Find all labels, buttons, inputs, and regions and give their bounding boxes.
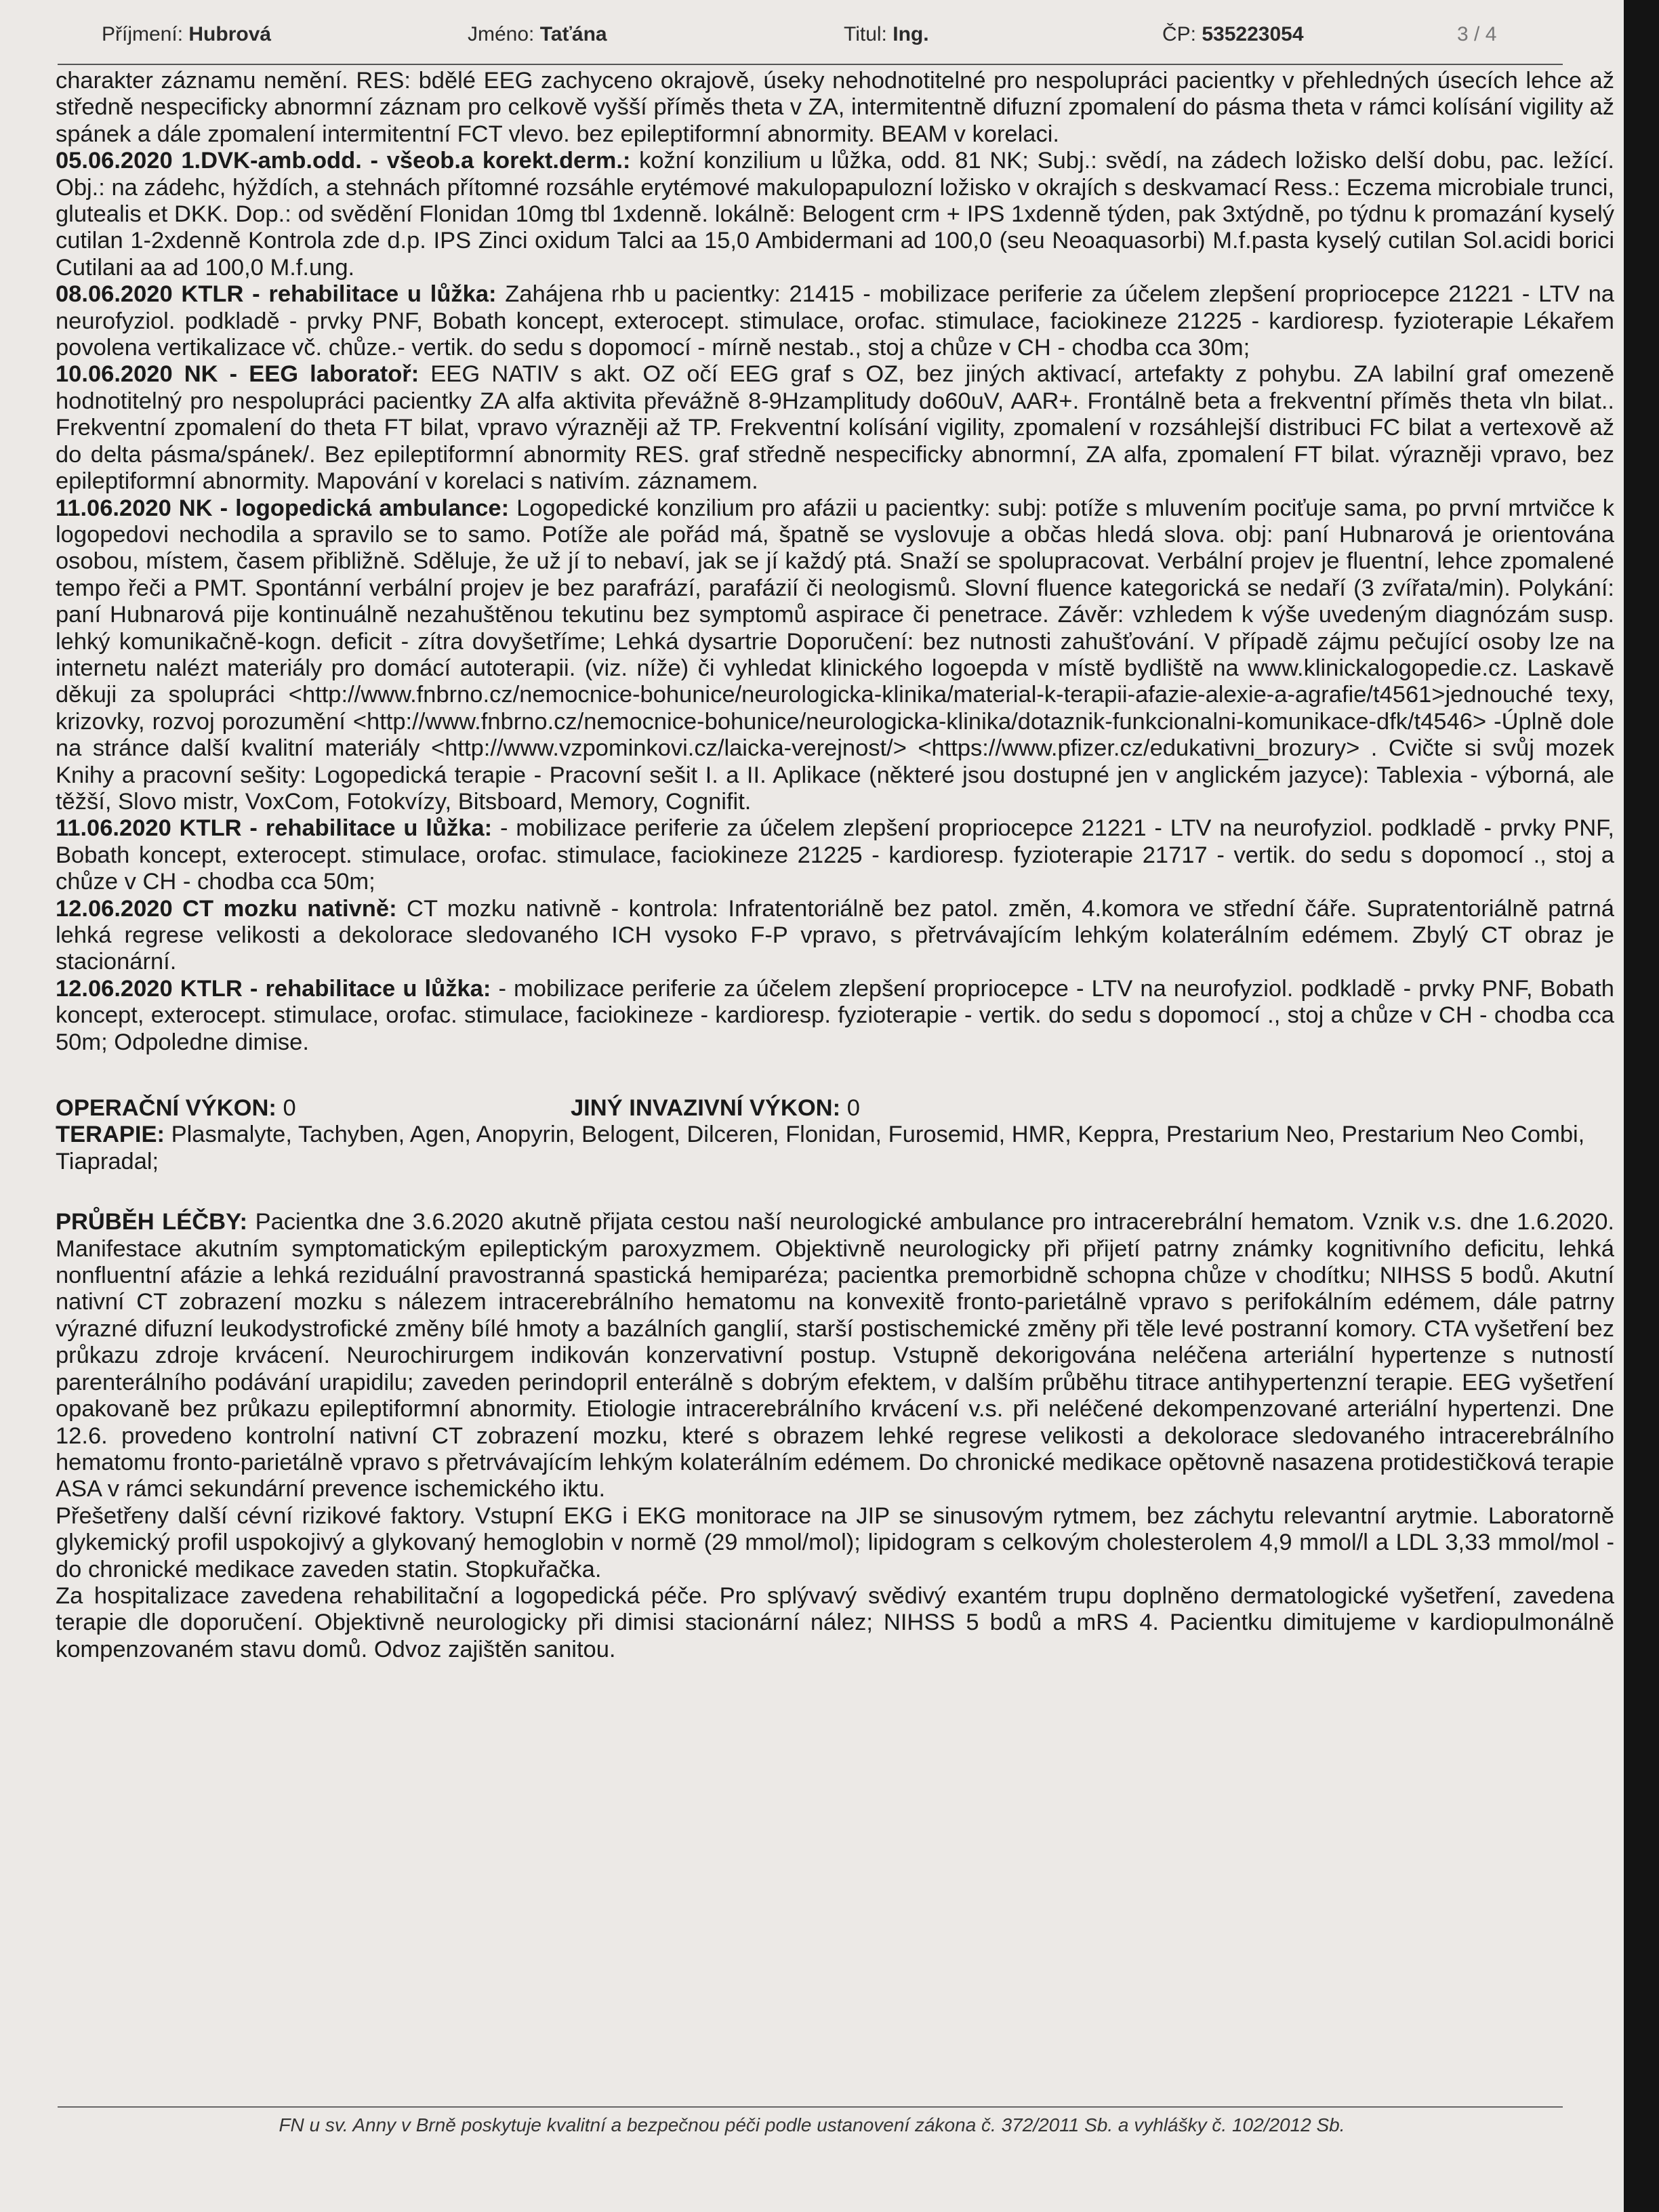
title-value: Ing. — [893, 23, 929, 45]
operative-label: OPERAČNÍ VÝKON: — [56, 1095, 276, 1122]
record-5 — [56, 815, 1614, 895]
page-edge-shadow — [1624, 0, 1659, 2212]
record-heading: 08.06.2020 KTLR - rehabilitace u lůžka: — [56, 281, 497, 308]
firstname-value: Taťána — [539, 23, 607, 45]
therapy-section — [56, 1122, 1614, 1175]
firstname-field — [468, 23, 607, 46]
treatment-course-p1 — [56, 1209, 1614, 1502]
title-label: Titul: — [844, 23, 887, 45]
operative-value: 0 — [283, 1095, 296, 1122]
record-0 — [56, 68, 1614, 148]
record-2 — [56, 281, 1614, 361]
record-6 — [56, 896, 1614, 976]
record-text: EEG NATIV s akt. OZ očí EEG graf s OZ, bez jiných aktivací, artefakty z pohybu. ZA labilní graf omezeně hodnotitelný pro nespolupráci pacientky ZA alfa aktivita převážně 8-9Hzamplitudy do60uV, AAR+. Frontálně beta a frekventní příměs theta vln bilat.. Frekventní zpomalení do theta FT bilat, vpravo výrazněji až TP. Frekventní kolísání vigility, zpomalení v rozsáhlejší distribuci FC bilat a vertexově až do delta pásma/spánek/. Bez epileptiformní abnormity RES. graf středně nespecificky abnormní, ZA alfa, zpomalení FT bilat. výrazněji vpravo, bez epileptiformní abnormity. Mapování v korelaci s nativím. záznamem. — [56, 361, 1615, 495]
therapy-text: Plasmalyte, Tachyben, Agen, Anopyrin, Belogent, Dilceren, Flonidan, Furosemid, HMR, Keppra, Prestarium Neo, Prestarium Neo Combi, Tiapradal; — [56, 1122, 1585, 1174]
header-rule — [58, 64, 1563, 65]
cp-field — [1162, 23, 1304, 46]
operative-procedure — [56, 1095, 571, 1122]
record-heading: 11.06.2020 KTLR - rehabilitace u lůžka: — [56, 815, 493, 842]
document-body — [56, 68, 1614, 1663]
surname-field — [102, 23, 271, 46]
treatment-course-text: Pacientka dne 3.6.2020 akutně přijata cestou naší neurologické ambulance pro intracerebrální hematom. Vznik v.s. dne 1.6.2020. Manifestace akutním symptomatickým epileptickým paroxyzmem. Objektivně neurologicky při přijetí patrny známky kognitivního deficitu, lehká nonfluentní afázie a lehká reziduální pravostranná spastická hemiparéza; pacientka premorbidně schopna chůze v chodítku; NIHSS 5 bodů. Akutní nativní CT zobrazení mozku s nálezem intracerebrálního hematomu na konvexitě fronto-parietálně vpravo s perifokálním edémem, dále patrny výrazné difuzní leukodystrofické změny bílé hmoty a bazálních ganglií, starší postischemické změny při těle levé postranní komory. CTA vyšetření bez průkazu zdroje krvácení. Neurochirurgem indikován konzervativní postup. Vstupně dekorigována neléčena arteriální hypertenze s nutností parenterálního podávání urapidilu; zaveden perindopril enterálně s dobrým efektem, v dalším průběhu titrace antihypertenzní terapie. EEG vyšetření opakovaně bez průkazu epileptiformní abnormity. Etiologie intracerebrálního krvácení v.s. při neléčené dekompenzované arteriální hypertenzi. Dne 12.6. provedeno kontrolní nativní CT zobrazení mozku, které s obrazem lehké regrese velikosti a dekolorace sledovaného intracerebrálního hematomu fronto-parietálně vpravo s přetrvávajícím lehkým kolaterálním edémem. Do chronické medikace opětovně nasazena protidestičková terapie ASA v rámci sekundární prevence ischemického iktu. — [56, 1209, 1614, 1502]
surname-value: Hubrová — [188, 23, 272, 45]
footer-rule — [58, 2106, 1563, 2108]
cp-value: 535223054 — [1202, 23, 1304, 45]
record-heading: 10.06.2020 NK - EEG laboratoř: — [56, 361, 419, 388]
other-invasive-label: JINÝ INVAZIVNÍ VÝKON: — [571, 1095, 841, 1122]
patient-header — [102, 14, 1565, 61]
record-heading: 05.06.2020 1.DVK-amb.odd. - všeob.a korekt.derm.: — [56, 148, 631, 174]
record-heading: 12.06.2020 KTLR - rehabilitace u lůžka: — [56, 975, 491, 1002]
footer-note: FN u sv. Anny v Brně poskytuje kvalitní a bezpečnou péči podle ustanovení zákona č. 372/2011 Sb. a vyhlášky č. 102/2012 Sb. — [279, 2114, 1345, 2135]
treatment-course-p2: Přešetřeny další cévní rizikové faktory. Vstupní EKG i EKG monitorace na JIP se sinusovým rytmem, bez záchytu relevantní arytmie. Laboratorně glykemický profil uspokojivý a glykovaný hemoglobin v normě (29 mmol/mol); lipidogram s celkovým cholesterolem 4,9 mmol/l a LDL 3,33 mmol/mol - do chronické medikace zaveden statin. Stopkuřačka. — [56, 1502, 1614, 1582]
title-field — [844, 23, 929, 46]
record-text: Zahájena rhb u pacientky: 21415 - mobilizace periferie za účelem zlepšení propriocepce 21221 - LTV na neurofyziol. podkladě - prvky PNF, Bobath koncept, exterocept. stimulace, orofac. stimulace, faciokineze 21225 - kardioresp. fyzioterapie Lékařem povolena vertikalizace vč. chůze.- vertik. do sedu s dopomocí - mírně nestab., stoj a chůze v CH - chodba cca 30m; — [56, 281, 1614, 361]
spacer — [56, 1056, 1614, 1095]
record-7 — [56, 976, 1614, 1056]
record-text: charakter záznamu nemění. RES: bdělé EEG zachyceno okrajově, úseky nehodnotitelné pro nespolupráci pacientky v přehledných úsecích lehce až středně nespecificky abnormní záznam pro celkově vyšší příměs theta v ZA, intermitentně difuzní zpomalení do pásma theta v rámci kolísání vigility až spánek a dále zpomalení intermitentní FCT vlevo. bez epileptiformní abnormity. BEAM v korelaci. — [56, 68, 1614, 147]
record-text: - mobilizace periferie za účelem zlepšení propriocepce - LTV na neurofyziol. podkladě - prvky PNF, Bobath koncept, exterocept. stimulace, orofac. stimulace, faciokineze - kardioresp. fyzioterapie - vertik. do sedu s dopomocí ., stoj a chůze v CH - chodba cca 50m; Odpoledne dimise. — [56, 975, 1614, 1055]
firstname-label: Jméno: — [468, 23, 535, 45]
record-text: kožní konzilium u lůžka, odd. 81 NK; Subj.: svědí, na zádech ložisko delší dobu, pac. ležící. Obj.: na zádehc, hýždích, a stehnách přítomné rozsáhle erytémové makulopapulozní ložisko v okrajích s deskvamací Ress.: Eczema microbiale trunci, glutealis et DKK. Dop.: od svědění Flonidan 10mg tbl 1xdenně. lokálně: Belogent crm + IPS 1xdenně týden, pak 3xtýdně, po týdnu k promazání kyselý cutilan 1-2xdenně Kontrola zde d.p. IPS Zinci oxidum Talci aa 15,0 Ambidermani ad 100,0 (seu Neoaquasorbi) M.f.pasta kyselý cutilan Sol.acidi borici Cutilani aa ad 100,0 M.f.ung. — [56, 148, 1614, 281]
record-heading: 12.06.2020 CT mozku nativně: — [56, 895, 397, 922]
page-number: 3 / 4 — [1457, 23, 1497, 45]
procedures-row — [56, 1095, 1614, 1122]
record-text: Logopedické konzilium pro afázii u pacientky: subj: potíže s mluvením pociťuje sama, po první mrtvičce k logopedovi nechodila a spravilo se to samo. Potíže ale pořád má, špatně se vyslovuje a občas hledá slova. obj: paní Hubnarová je orientována osobou, místem, časem přibližně. Sděluje, že už jí to nebaví, jak se jí každý ptá. Snaží se spolupracovat. Verbální projev je fluentní, lehce zpomalené tempo řeči a PMT. Spontánní verbální projev je bez parafrází, parafázií či neologismů. Slovní fluence kategorická se nedaří (3 zvířata/min). Polykání: paní Hubnarová pije kontinuálně nezahuštěnou tekutinu bez symptomů aspirace či penetrace. Závěr: vzhledem k výše uvedeným diagnózám susp. lehký komunikačně-kogn. deficit - zítra dovyšetříme; Lehká dysartrie Doporučení: bez nutnosti zahušťování. V případě zájmu pečující osoby lze na internetu nalézt materiály pro domácí autoterapii. (viz. níže) či vyhledat klinického logoepda v místě bydliště na www.klinickalogopedie.cz. Laskavě děkuji za spolupráci <http://www.fnbrno.cz/nemocnice-bohunice/neurologicka-klinika/material-k-terapii-afazie-alexie-a-agrafie/t4561>jednouché texy, krizovky, rozvoj porozumění <http://www.fnbrno.cz/nemocnice-bohunice/neurologicka-klinika/dotaznik-funkcionalni-komunikace-dfk/t4546> -Úplně dole na stránce další kvalitní materiály <http://www.vzpominkovi.cz/laicka-verejnost/> <https://www.pfizer.cz/edukativni_brozury> . Cvičte si svůj mozek Knihy a pracovní sešity: Logopedická terapie - Pracovní sešit I. a II. Aplikace (některé jsou dostupné jen v anglickém jazyce): Tablexia - výborná, ale těžší, Slovo mistr, VoxCom, Fotokvízy, Bitsboard, Memory, Cognifit. — [56, 495, 1614, 815]
surname-label: Příjmení: — [102, 23, 184, 45]
record-text: - mobilizace periferie za účelem zlepšení propriocepce 21221 - LTV na neurofyziol. podkladě - prvky PNF, Bobath koncept, exterocept. stimulace, orofac. stimulace, faciokineze 21225 - kardioresp. fyzioterapie 21717 - vertik. do sedu s dopomocí ., stoj a chůze v CH - chodba cca 50m; — [56, 815, 1615, 895]
record-text: CT mozku nativně - kontrola: Infratentoriálně bez patol. změn, 4.komora ve střední čáře. Supratentoriálně patrná lehká regrese velikosti a dekolorace sledovaného ICH vysoko F-P vpravo, s přetrvávajícím lehkým kolaterálním edémem. Zbylý CT obraz je stacionární. — [56, 895, 1614, 975]
treatment-course-p3: Za hospitalizace zavedena rehabilitační a logopedická péče. Pro splývavý svědivý exantém trupu doplněno dermatologické vyšetření, zavedena terapie dle doporučení. Objektivně neurologicky při dimisi stacionární nález; NIHSS 5 bodů a mRS 4. Pacientku dimitujeme v kardiopulmonálně kompenzovaném stavu domů. Odvoz zajištěn sanitou. — [56, 1582, 1614, 1662]
record-4 — [56, 495, 1614, 816]
record-3 — [56, 361, 1614, 495]
record-heading: 11.06.2020 NK - logopedická ambulance: — [56, 495, 510, 521]
other-invasive-procedure — [571, 1095, 860, 1122]
record-1 — [56, 148, 1614, 281]
treatment-course-label: PRŮBĚH LÉČBY: — [56, 1209, 248, 1235]
cp-label: ČP: — [1162, 23, 1197, 45]
spacer — [56, 1175, 1614, 1209]
other-invasive-value: 0 — [846, 1095, 860, 1122]
therapy-label: TERAPIE: — [56, 1122, 165, 1148]
